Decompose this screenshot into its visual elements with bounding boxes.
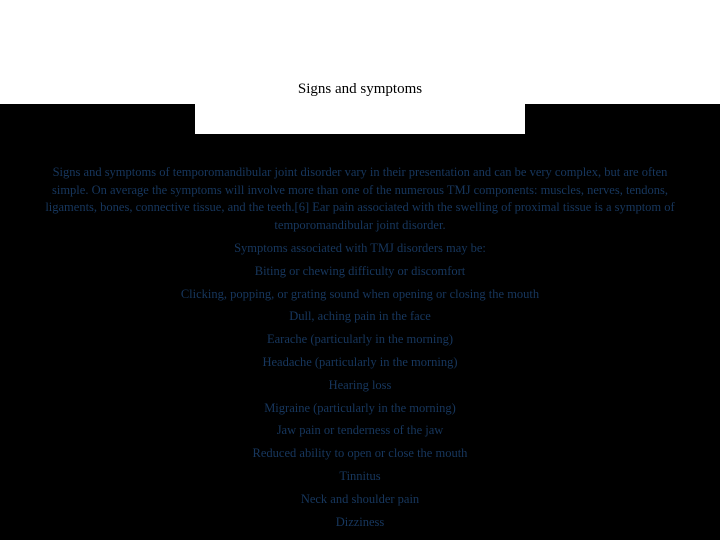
symptom-item: Tinnitus: [339, 468, 381, 483]
symptom-item: Migraine (particularly in the morning): [264, 400, 456, 415]
symptom-item: Hearing loss: [328, 377, 392, 392]
list-intro: Symptoms associated with TMJ disorders may be:: [234, 241, 486, 255]
symptom-item: Earache (particularly in the morning): [266, 332, 454, 347]
symptom-item: Dull, aching pain in the face: [289, 309, 431, 324]
symptom-item: Biting or chewing difficulty or discomfort: [254, 263, 466, 278]
symptom-item: Dizziness: [335, 514, 385, 529]
symptom-item: Jaw pain or tenderness of the jaw: [276, 423, 444, 438]
symptom-item: Reduced ability to open or close the mouth: [252, 446, 468, 461]
symptom-item: Clicking, popping, or grating sound when opening or closing the mouth: [180, 286, 540, 301]
symptom-item: Headache (particularly in the morning): [262, 354, 458, 369]
slide-title: Signs and symptoms: [297, 81, 423, 97]
symptom-list: [40, 237, 680, 533]
intro-paragraph: Signs and symptoms of temporomandibular joint disorder vary in their presentation and can be very complex, but are often simple. On average the symptoms will involve more than one of the numerous TMJ components: muscles, nerves, tendons, ligaments, bones, connective tissue, and the teeth.[6] Ear pain associated with the swelling of proximal tissue is a symptom of temporomandibular joint disorder.: [45, 165, 675, 232]
symptom-item: Neck and shoulder pain: [300, 491, 420, 506]
slide-body: [40, 164, 680, 533]
